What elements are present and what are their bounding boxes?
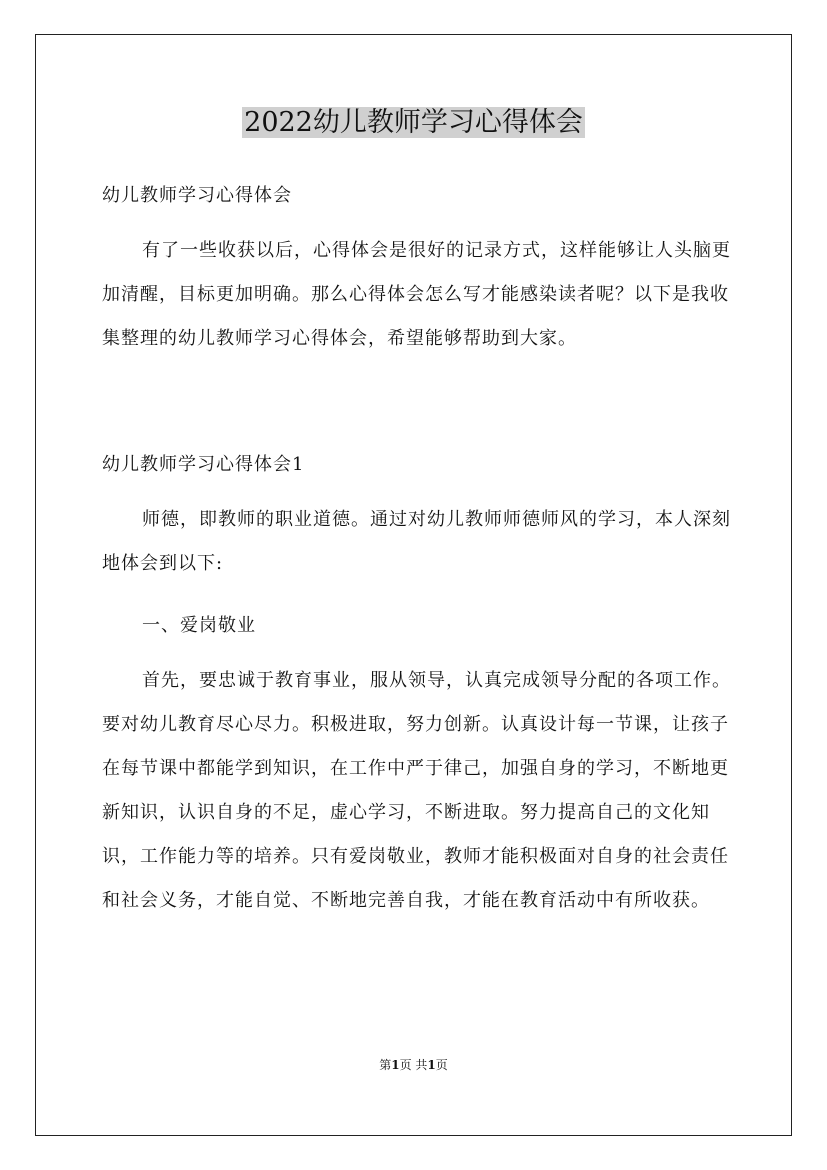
footer-page-total: 1 [427,1058,436,1072]
document-title [0,103,827,143]
section-paragraph-1: 师德，即教师的职业道德。通过对幼儿教师师德师风的学习，本人深刻地体会到以下: [102,509,731,574]
point-heading: 一、爱岗敬业 [142,615,256,636]
page-footer [0,1057,827,1073]
document-title-text: 2022幼儿教师学习心得体会 [244,107,583,138]
intro-paragraph: 有了一些收获以后，心得体会是很好的记录方式，这样能够让人头脑更加清醒，目标更加明确。那么心得体会怎么写才能感染读者呢？以下是我收集整理的幼儿教师学习心得体会，希望能够帮助到大家。 [102,240,731,349]
section-paragraph-2: 首先，要忠诚于教育事业，服从领导，认真完成领导分配的各项工作。要对幼儿教育尽心尽力。积极进取，努力创新。认真设计每一节课，让孩子在每节课中都能学到知识，在工作中严于律己，加强自身的学习，不断地更新知识，认识自身的不足，虚心学习，不断进取。努力提高自己的文化知识，工作能力等的培养。只有爱岗敬业，教师才能积极面对自身的社会责任和社会义务，才能自觉、不断地完善自我，才能在教育活动中有所收获。 [102,670,731,911]
footer-page-mid: 页 共 [399,1058,428,1072]
footer-page-suffix: 页 [435,1058,448,1072]
subtitle: 幼儿教师学习心得体会 [102,185,292,206]
section-heading: 幼儿教师学习心得体会1 [102,454,305,475]
footer-page-number: 1 [391,1058,400,1072]
footer-page-prefix: 第 [379,1058,392,1072]
